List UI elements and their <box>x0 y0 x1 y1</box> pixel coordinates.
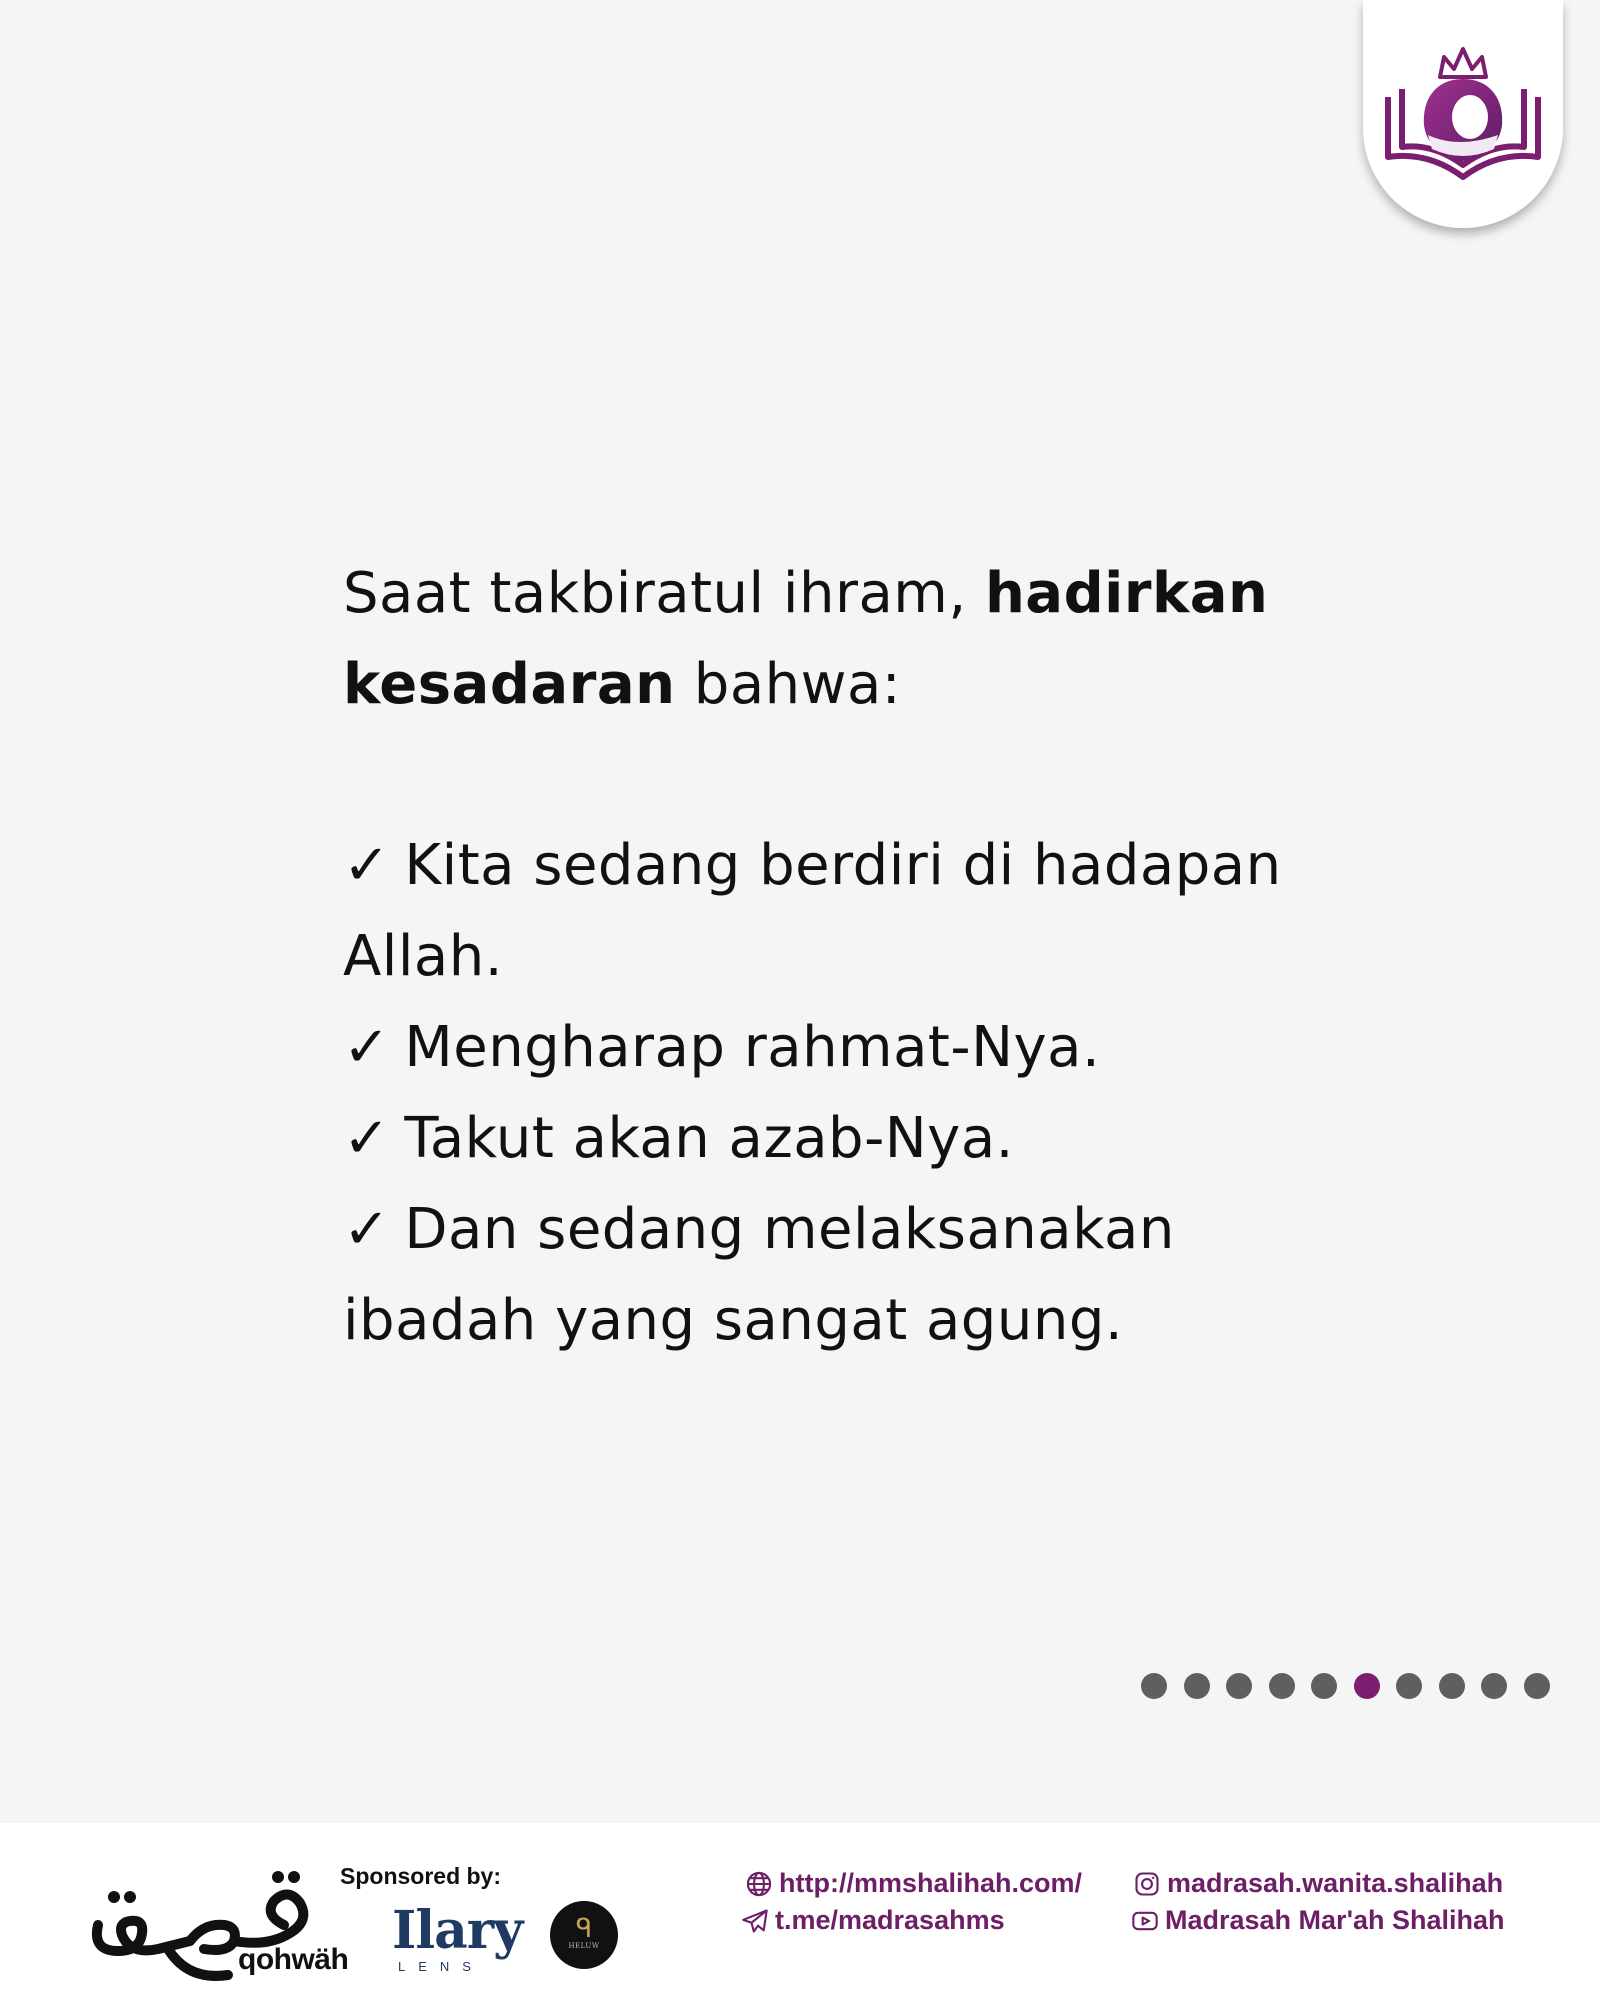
check-icon: ✓ <box>343 1015 391 1080</box>
check-icon: ✓ <box>343 1197 391 1262</box>
telegram-text: t.me/madrasahms <box>775 1905 1005 1935</box>
globe-icon <box>745 1870 773 1898</box>
website-text: http://mmshalihah.com/ <box>779 1868 1083 1898</box>
intro-bold-kesadaran: kesadaran <box>343 652 676 717</box>
youtube-icon <box>1131 1907 1159 1935</box>
telegram-link[interactable] <box>741 1905 1005 1936</box>
list-item-text: Dan sedang melaksanakan ibadah yang sangat agung. <box>343 1197 1175 1353</box>
list-item <box>343 1184 1323 1366</box>
footer <box>0 1823 1600 2000</box>
checklist <box>343 820 1323 1366</box>
pagination-dot[interactable] <box>1481 1673 1507 1699</box>
list-item-text: Mengharap rahmat-Nya. <box>404 1015 1101 1080</box>
check-icon: ✓ <box>343 833 391 898</box>
madrasah-logo-card <box>1363 0 1563 228</box>
madrasah-crown-book-icon <box>1378 39 1548 199</box>
pagination-dot[interactable] <box>1184 1673 1210 1699</box>
main-content <box>343 548 1323 1366</box>
telegram-icon <box>741 1907 769 1935</box>
instagram-text: madrasah.wanita.shalihah <box>1167 1868 1504 1898</box>
instagram-icon <box>1133 1870 1161 1898</box>
instagram-link[interactable] <box>1133 1868 1503 1899</box>
sponsored-label: Sponsored by: <box>340 1863 502 1889</box>
youtube-link[interactable] <box>1131 1905 1505 1936</box>
qohwah-latin-name: qohwäh <box>238 1943 349 1976</box>
intro-part1: Saat takbiratul ihram, <box>343 561 985 626</box>
list-item <box>343 820 1323 1002</box>
pagination-dot[interactable] <box>1439 1673 1465 1699</box>
list-item <box>343 1093 1323 1184</box>
pagination-dot-active[interactable] <box>1354 1673 1380 1699</box>
ilary-logo-name: Ilary <box>392 1900 523 1961</box>
list-item <box>343 1002 1323 1093</box>
pagination-dot[interactable] <box>1269 1673 1295 1699</box>
pagination-dot[interactable] <box>1226 1673 1252 1699</box>
pagination-dot[interactable] <box>1396 1673 1422 1699</box>
intro-bold-hadirkan: hadirkan <box>984 561 1269 626</box>
website-link[interactable] <box>745 1868 1082 1899</box>
heluw-logo: ᑫ HELUW <box>550 1901 618 1969</box>
ilary-logo-sub: LENS <box>398 1959 484 1974</box>
list-item-text: Kita sedang berdiri di hadapan Allah. <box>343 833 1282 989</box>
youtube-text: Madrasah Mar'ah Shalihah <box>1165 1905 1505 1935</box>
intro-text <box>343 548 1323 730</box>
carousel-pagination <box>1141 1673 1550 1699</box>
pagination-dot[interactable] <box>1141 1673 1167 1699</box>
intro-part2: bahwa: <box>675 652 902 717</box>
pagination-dot[interactable] <box>1311 1673 1337 1699</box>
check-icon: ✓ <box>343 1106 391 1171</box>
list-item-text: Takut akan azab-Nya. <box>404 1106 1014 1171</box>
pagination-dot[interactable] <box>1524 1673 1550 1699</box>
